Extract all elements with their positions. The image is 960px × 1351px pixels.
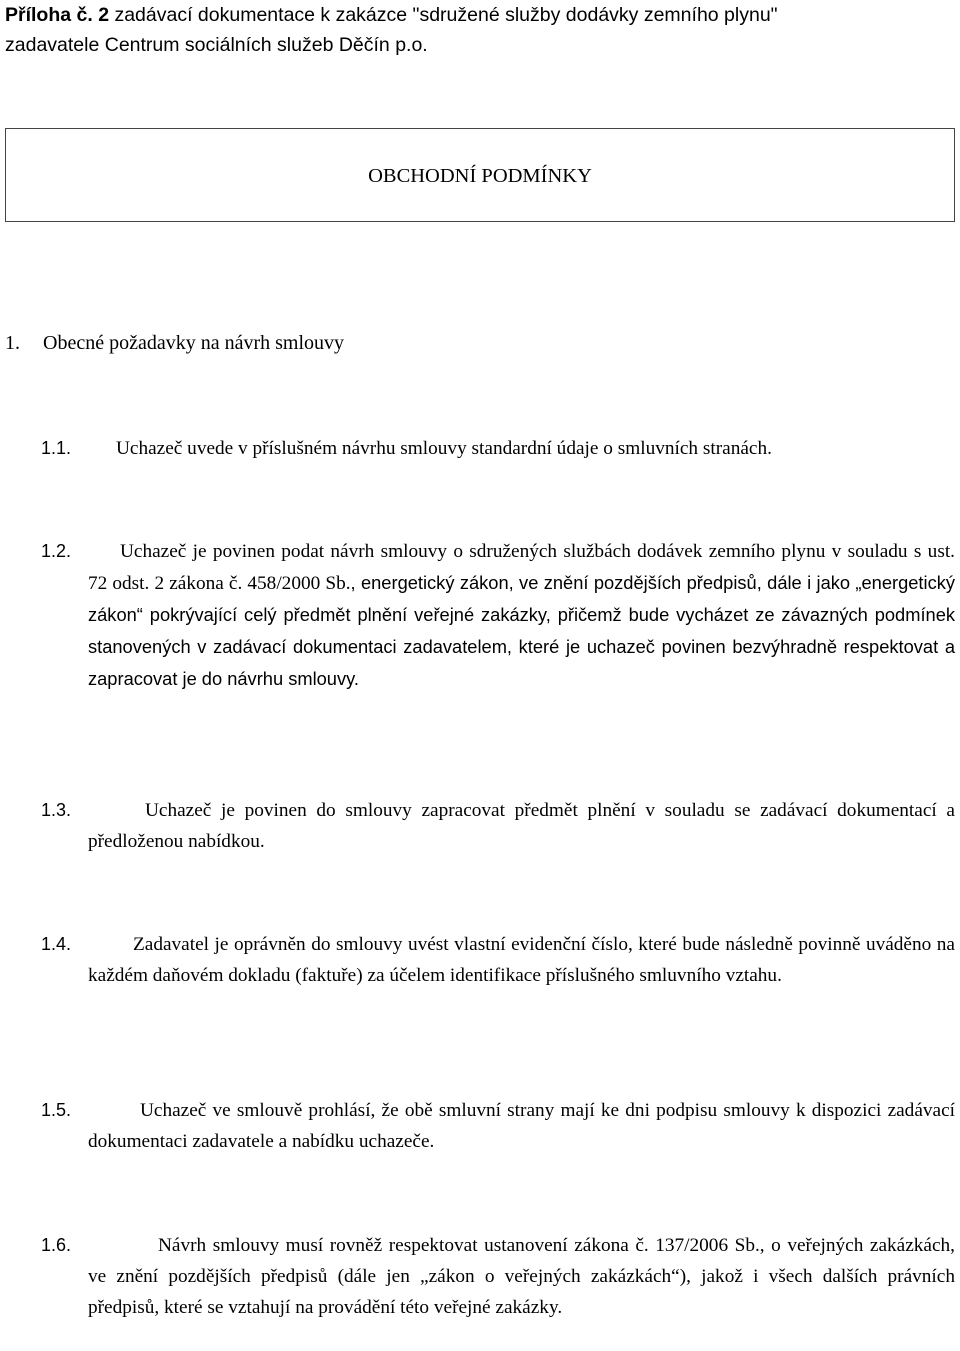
clause-1-1 xyxy=(41,433,955,464)
clause-text: Uchazeč je povinen do smlouvy zapracovat předmět plnění v souladu se zadávací dokumentací a předloženou nabídkou. xyxy=(88,800,955,852)
clause-number: 1.4. xyxy=(41,934,72,954)
clause-number: 1.6. xyxy=(41,1235,72,1255)
header-line-1-rest: zadávací dokumentace k zakázce "sdružené služby dodávky zemního plynu" xyxy=(109,4,778,26)
clause-number: 1.3. xyxy=(41,800,72,820)
clause-text: Zadavatel je oprávněn do smlouvy uvést vlastní evidenční číslo, které bude následně povinně uváděno na každém daňovém dokladu (faktuře) za účelem identifikace příslušného smluvního vztahu. xyxy=(88,934,955,986)
header-line-1 xyxy=(5,0,955,30)
document-header xyxy=(5,0,955,60)
clause-1-6 xyxy=(41,1230,955,1323)
clause-text-sans: , energetický zákon, ve znění pozdějších předpisů, dále i jako „energetický zákon“ pokrývající celý předmět plnění veřejné zakázky, přičemž bude vycházet ze závazných podmínek stanovených v zadávací dokumentaci zadavatelem, které je uchazeč povinen bezvýhradně respektovat a zapracovat je do návrhu smlouvy. xyxy=(88,572,955,689)
clause-1-5 xyxy=(41,1095,955,1157)
clause-number: 1.2. xyxy=(41,541,72,561)
clause-1-3 xyxy=(41,795,955,857)
section-heading xyxy=(5,330,344,356)
clause-text: Uchazeč ve smlouvě prohlásí, že obě smluvní strany mají ke dni podpisu smlouvy k dispozici zadávací dokumentaci zadavatele a nabídku uchazeče. xyxy=(88,1100,955,1152)
clause-1-4 xyxy=(41,929,955,991)
header-line-2: zadavatele Centrum sociálních služeb Děčín p.o. xyxy=(5,34,428,56)
clause-text: Uchazeč uvede v příslušném návrhu smlouvy standardní údaje o smluvních stranách. xyxy=(116,438,772,459)
section-number: 1. xyxy=(5,332,20,354)
header-prefix: Příloha č. 2 xyxy=(5,4,110,26)
clause-text-serif: Uchazeč je povinen podat návrh smlouvy o sdružených službách dodávek zemního plynu v souladu s ust. 72 odst. 2 zákona č. 458/2000 Sb. xyxy=(88,541,955,594)
clause-text: Návrh smlouvy musí rovněž respektovat ustanovení zákona č. 137/2006 Sb., o veřejných zakázkách, ve znění pozdějších předpisů (dále jen „zákon o veřejných zakázkách“), jakož i všech dalších právních předpisů, které se vztahují na provádění této veřejné zakázky. xyxy=(88,1235,955,1318)
section-title: Obecné požadavky na návrh smlouvy xyxy=(43,332,345,354)
clause-text xyxy=(88,536,955,695)
document-title: OBCHODNÍ PODMÍNKY xyxy=(368,165,592,187)
clause-number: 1.5. xyxy=(41,1100,72,1120)
clause-1-2 xyxy=(41,536,955,695)
clause-number: 1.1. xyxy=(41,438,72,458)
document-title-box xyxy=(5,128,955,222)
